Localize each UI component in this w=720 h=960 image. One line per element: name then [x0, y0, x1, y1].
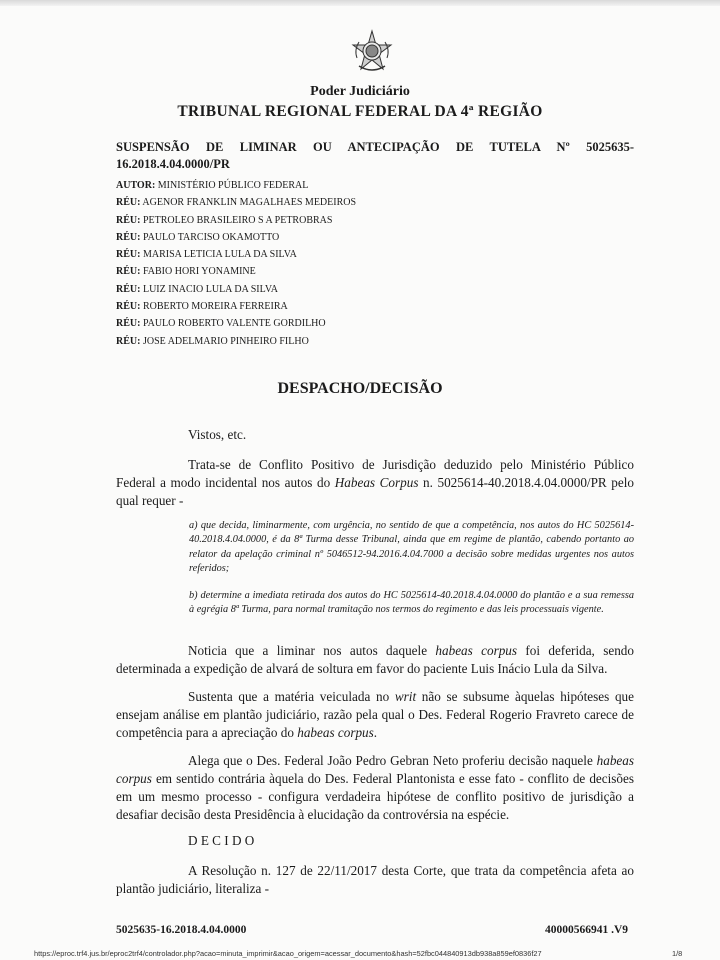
page-url[interactable]: https://eproc.trf4.jus.br/eproc2trf4/controlador.php?acao=minuta_imprimir&acao_origem=acessar_documento&hash=52fbc044840913db938a859ef0836f27	[34, 949, 542, 958]
p2-italic: habeas corpus	[435, 643, 518, 658]
party-role: RÉU	[116, 231, 138, 243]
party-row: RÉU: PETROLEO BRASILEIRO S A PETROBRAS	[116, 214, 333, 226]
party-row: RÉU: PAULO ROBERTO VALENTE GORDILHO	[116, 318, 326, 330]
party-name: PAULO ROBERTO VALENTE GORDILHO	[142, 318, 326, 330]
p4-text-a: Alega que o Des. Federal João Pedro Gebran Neto proferiu decisão naquele	[188, 753, 597, 768]
paragraph-3	[116, 688, 634, 742]
party-role: RÉU	[116, 249, 138, 261]
party-role: RÉU	[116, 214, 138, 226]
party-name: PAULO TARCISO OKAMOTTO	[142, 231, 280, 243]
process-heading-line2: 16.2018.4.04.0000/PR	[116, 157, 230, 171]
paragraph-4	[116, 752, 634, 824]
vistos-line	[116, 426, 634, 444]
document-title: DESPACHO/DECISÃO	[277, 380, 443, 397]
p3-text-a: Sustenta que a matéria veiculada no	[188, 689, 395, 704]
party-row: RÉU: JOSE ADELMARIO PINHEIRO FILHO	[116, 335, 309, 347]
process-heading-line1: SUSPENSÃO DE LIMINAR OU ANTECIPAÇÃO DE TUTELA Nº 5025635-	[116, 140, 634, 154]
party-row: RÉU: FABIO HORI YONAMINE	[116, 266, 256, 278]
paragraph-1-text	[116, 456, 634, 510]
party-role: RÉU	[116, 283, 138, 295]
court-branch: Poder Judiciário	[310, 84, 410, 99]
print-footer	[0, 945, 720, 960]
p3-italic-hc: habeas corpus	[297, 725, 374, 740]
party-name: LUIZ INACIO LULA DA SILVA	[142, 283, 278, 295]
p4-text-c: em sentido contrária àquela do Des. Federal Plantonista e esse fato - conflito de decisões em um mesmo processo - configura verdadeira hipótese de conflito positivo de jurisdição a desafiar decisão desta Presidência à elucidação da controvérsia na espécie.	[116, 771, 634, 822]
party-name: AGENOR FRANKLIN MAGALHAES MEDEIROS	[142, 197, 357, 209]
party-role: RÉU	[116, 335, 138, 347]
party-row: RÉU: MARISA LETICIA LULA DA SILVA	[116, 249, 297, 261]
paragraph-3-text	[116, 688, 634, 742]
party-row: RÉU: AGENOR FRANKLIN MAGALHAES MEDEIROS	[116, 197, 357, 209]
footer-doc-id: 40000566941 .V9	[545, 924, 629, 936]
party-role: RÉU	[116, 318, 138, 330]
party-role: AUTOR	[116, 180, 152, 191]
party-name: ROBERTO MOREIRA FERREIRA	[142, 301, 288, 313]
footer-process-number: 5025635-16.2018.4.04.0000	[116, 924, 247, 936]
paragraph-2	[116, 642, 634, 678]
parties-list	[116, 180, 636, 353]
vistos-text: Vistos, etc.	[188, 427, 247, 442]
p3-text-e: .	[373, 725, 378, 740]
p1-text-c: n. 5025614-40.2018.4.04.0000/PR pelo qual requer -	[116, 475, 634, 508]
party-role: RÉU	[116, 197, 138, 209]
party-role: RÉU	[116, 266, 138, 278]
quote-a: a) que decida, liminarmente, com urgência, no sentido de que a competência, nos autos do HC 5025614-40.2018.4.04.0000, é da 8ª Turma desse Tribunal, ainda que em regime de plantão, cabendo portanto ao relator da apelação criminal nº 5046512-94.2016.4.04.7000 a decisão sobre medidas urgentes nos autos referidos;	[189, 520, 634, 575]
p2-text-c: foi deferida, sendo determinada a expedição de alvará de soltura em favor do paciente Luis Inácio Lula da Silva.	[116, 643, 634, 676]
paragraph-5	[116, 862, 634, 898]
decido-heading	[116, 832, 634, 850]
paragraph-2-text	[116, 642, 634, 678]
paragraph-4-text	[116, 752, 634, 824]
p1-italic: Habeas Corpus	[334, 475, 419, 490]
p2-text-a: Noticia que a liminar nos autos daquele	[188, 643, 436, 658]
process-heading	[116, 139, 634, 173]
party-name: FABIO HORI YONAMINE	[142, 266, 256, 278]
party-row: AUTOR: MINISTÉRIO PÚBLICO FEDERAL	[116, 180, 309, 191]
party-role: RÉU	[116, 301, 138, 313]
party-name: PETROLEO BRASILEIRO S A PETROBRAS	[142, 214, 333, 226]
coat-of-arms-icon	[349, 28, 395, 74]
decido-text: D E C I D O	[188, 833, 255, 848]
p3-text-c: não se subsume àquelas hipóteses que ensejam análise em plantão judiciário, razão pela qual o Des. Federal Rogerio Fravreto carece de competência para a apreciação do	[116, 689, 634, 740]
party-row: RÉU: ROBERTO MOREIRA FERREIRA	[116, 301, 288, 313]
top-strip	[0, 0, 720, 6]
paragraph-1	[116, 456, 634, 510]
p4-italic: habeas corpus	[116, 753, 634, 786]
court-name: TRIBUNAL REGIONAL FEDERAL DA 4ª REGIÃO	[177, 103, 543, 120]
p1-text-a: Trata-se de Conflito Positivo de Jurisdição deduzido pelo Ministério Público Federal a modo incidental nos autos do	[116, 457, 634, 490]
party-name: MINISTÉRIO PÚBLICO FEDERAL	[157, 180, 309, 191]
p3-italic-writ: writ	[394, 689, 417, 704]
quote-b: b) determine a imediata retirada dos autos do HC 5025614-40.2018.4.04.0000 do plantão e a sua remessa à egrégia 8ª Turma, para normal tramitação nos termos do regimento e das leis processuais vigente.	[189, 590, 634, 616]
party-row: RÉU: LUIZ INACIO LULA DA SILVA	[116, 283, 278, 295]
page-counter: 1/8	[672, 949, 683, 958]
paragraph-5-text: A Resolução n. 127 de 22/11/2017 desta Corte, que trata da competência afeta ao plantão judiciário, literaliza -	[116, 863, 634, 896]
party-name: JOSE ADELMARIO PINHEIRO FILHO	[142, 335, 309, 347]
party-row: RÉU: PAULO TARCISO OKAMOTTO	[116, 231, 280, 243]
party-name: MARISA LETICIA LULA DA SILVA	[142, 249, 297, 261]
